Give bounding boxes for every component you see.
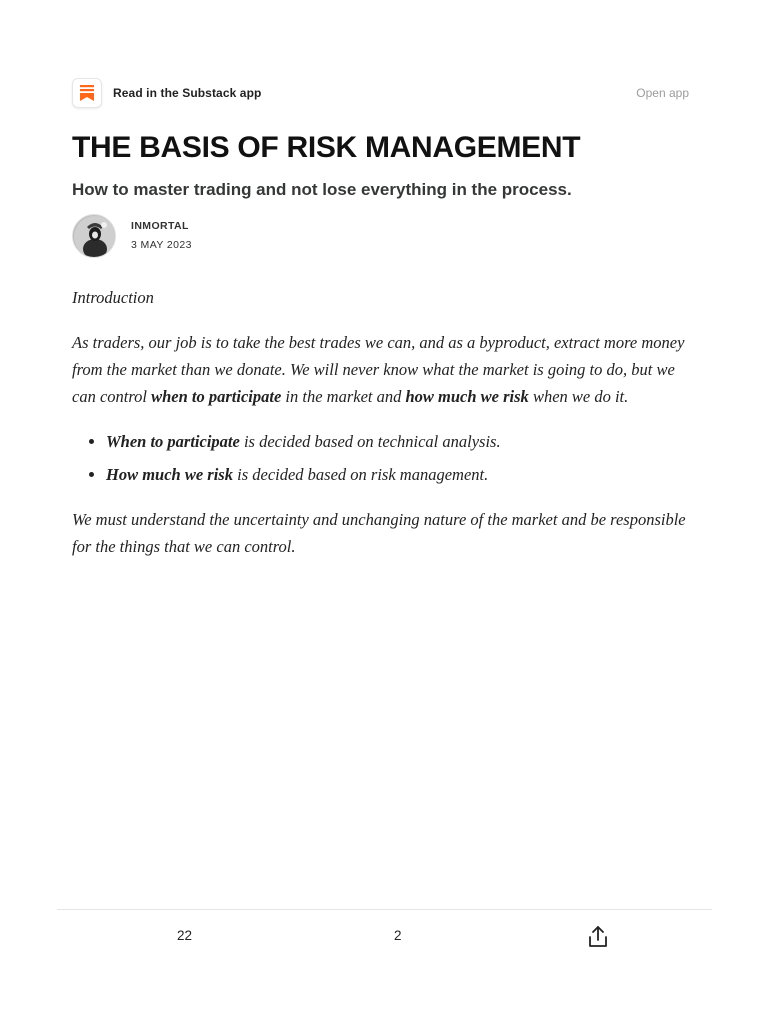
banner-text: Read in the Substack app (113, 86, 262, 100)
post-title: THE BASIS OF RISK MANAGEMENT (72, 131, 581, 164)
bold-text: How much we risk (106, 465, 233, 484)
paragraph-text: As traders, our job is to take the best trades we can, and as a byproduct, extract more money from the market than we donate. We will never know what the market is going to do, but we can control (72, 333, 685, 406)
paragraph-text: when we do it. (528, 387, 629, 406)
article-body (72, 284, 697, 560)
avatar-figure-icon (73, 215, 116, 258)
bold-text: when to participate (151, 387, 282, 406)
bold-text: how much we risk (405, 387, 529, 406)
paragraph: We must understand the uncertainty and unchanging nature of the market and be responsible for the things that we can control. (72, 510, 686, 556)
list-item-text: is decided based on technical analysis. (239, 432, 501, 451)
substack-logo-icon-graphic (80, 85, 94, 101)
list-item (106, 461, 697, 488)
intro-heading: Introduction (72, 288, 154, 307)
substack-logo-icon[interactable] (72, 78, 102, 108)
author-name-link[interactable]: INMORTAL (131, 220, 189, 232)
share-button[interactable] (587, 925, 609, 949)
like-button[interactable] (177, 928, 192, 943)
paragraph (72, 329, 697, 410)
bullet-list (72, 428, 697, 488)
app-banner (72, 77, 689, 109)
like-count: 22 (177, 928, 193, 943)
byline (72, 214, 192, 258)
comment-count: 2 (394, 928, 402, 943)
paragraph-text: in the market and (281, 387, 406, 406)
list-item-text: is decided based on risk management. (232, 465, 489, 484)
author-avatar[interactable] (72, 214, 116, 258)
post-action-bar (57, 909, 712, 970)
open-app-button[interactable]: Open app (636, 86, 689, 100)
share-icon (587, 925, 609, 949)
comment-button[interactable] (394, 928, 402, 943)
bold-text: When to participate (106, 432, 240, 451)
post-subtitle: How to master trading and not lose everything in the process. (72, 180, 572, 199)
byline-meta (131, 214, 192, 251)
post-date: 3 MAY 2023 (131, 239, 192, 251)
list-item (106, 428, 697, 455)
